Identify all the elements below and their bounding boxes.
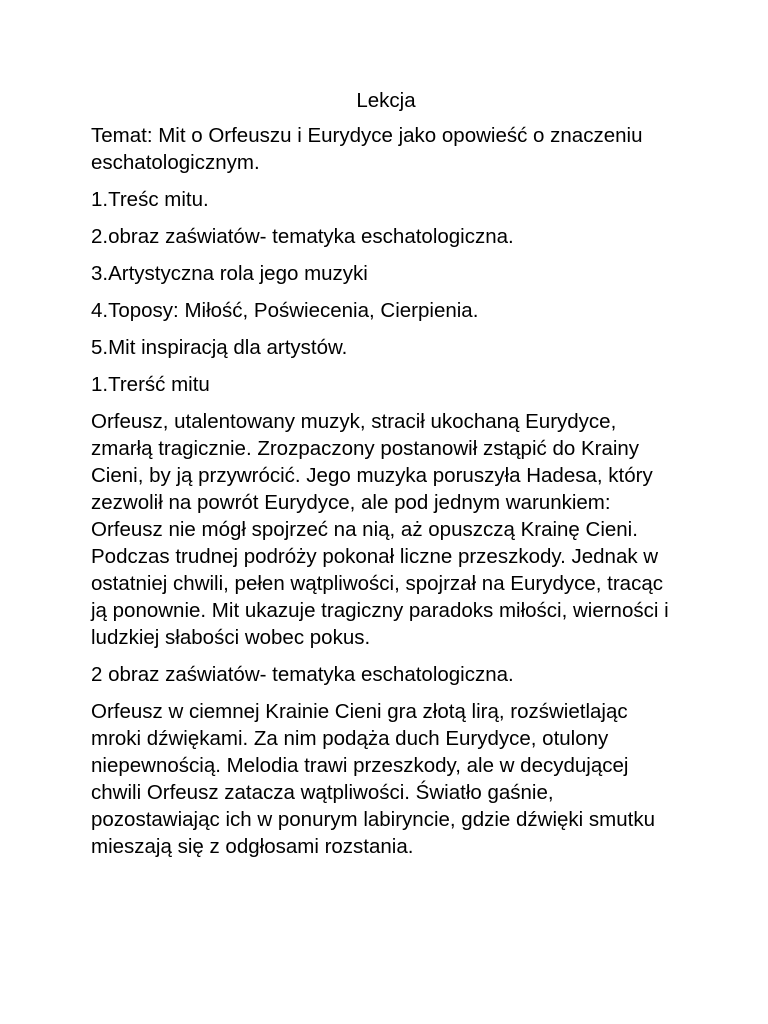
section-1-heading: 1.Trerść mitu bbox=[91, 373, 210, 396]
outline-item-5: 5.Mit inspiracją dla artystów. bbox=[91, 336, 348, 359]
outline-item-1: 1.Treśc mitu. bbox=[91, 188, 209, 211]
section-2-body: Orfeusz w ciemnej Krainie Cieni gra złotą lirą, rozświetlając mroki dźwiękami. Za nim podąża duch Eurydyce, otulony niepewnością. Melodia trawi przeszkody, ale w decydującej chwili Orfeusz zatacza wątpliwości. Światło gaśnie, pozostawiając ich w ponurym labiryncie, gdzie dźwięki smutku mieszają się z odgłosami rozstania. bbox=[91, 700, 655, 858]
section-2-heading: 2 obraz zaświatów- tematyka eschatologiczna. bbox=[91, 663, 514, 686]
document-page bbox=[91, 87, 681, 870]
lesson-topic: Temat: Mit o Orfeuszu i Eurydyce jako opowieść o znaczeniu eschatologicznym. bbox=[91, 124, 643, 174]
outline-item-2: 2.obraz zaświatów- tematyka eschatologiczna. bbox=[91, 225, 514, 248]
section-1-body: Orfeusz, utalentowany muzyk, stracił ukochaną Eurydyce, zmarłą tragicznie. Zrozpaczony postanowił zstąpić do Krainy Cieni, by ją przywrócić. Jego muzyka poruszyła Hadesa, który zezwolił na powrót Eurydyce, ale pod jednym warunkiem: Orfeusz nie mógł spojrzeć na nią, aż opuszczą Krainę Cieni. Podczas trudnej podróży pokonał liczne przeszkody. Jednak w ostatniej chwili, pełen wątpliwości, spojrzał na Eurydyce, tracąc ją ponownie. Mit ukazuje tragiczny paradoks miłości, wierności i ludzkiej słabości wobec pokus. bbox=[91, 410, 669, 649]
outline-item-3: 3.Artystyczna rola jego muzyki bbox=[91, 262, 368, 285]
document-title: Lekcja bbox=[356, 89, 416, 112]
outline-item-4: 4.Toposy: Miłość, Poświecenia, Cierpienia. bbox=[91, 299, 479, 322]
